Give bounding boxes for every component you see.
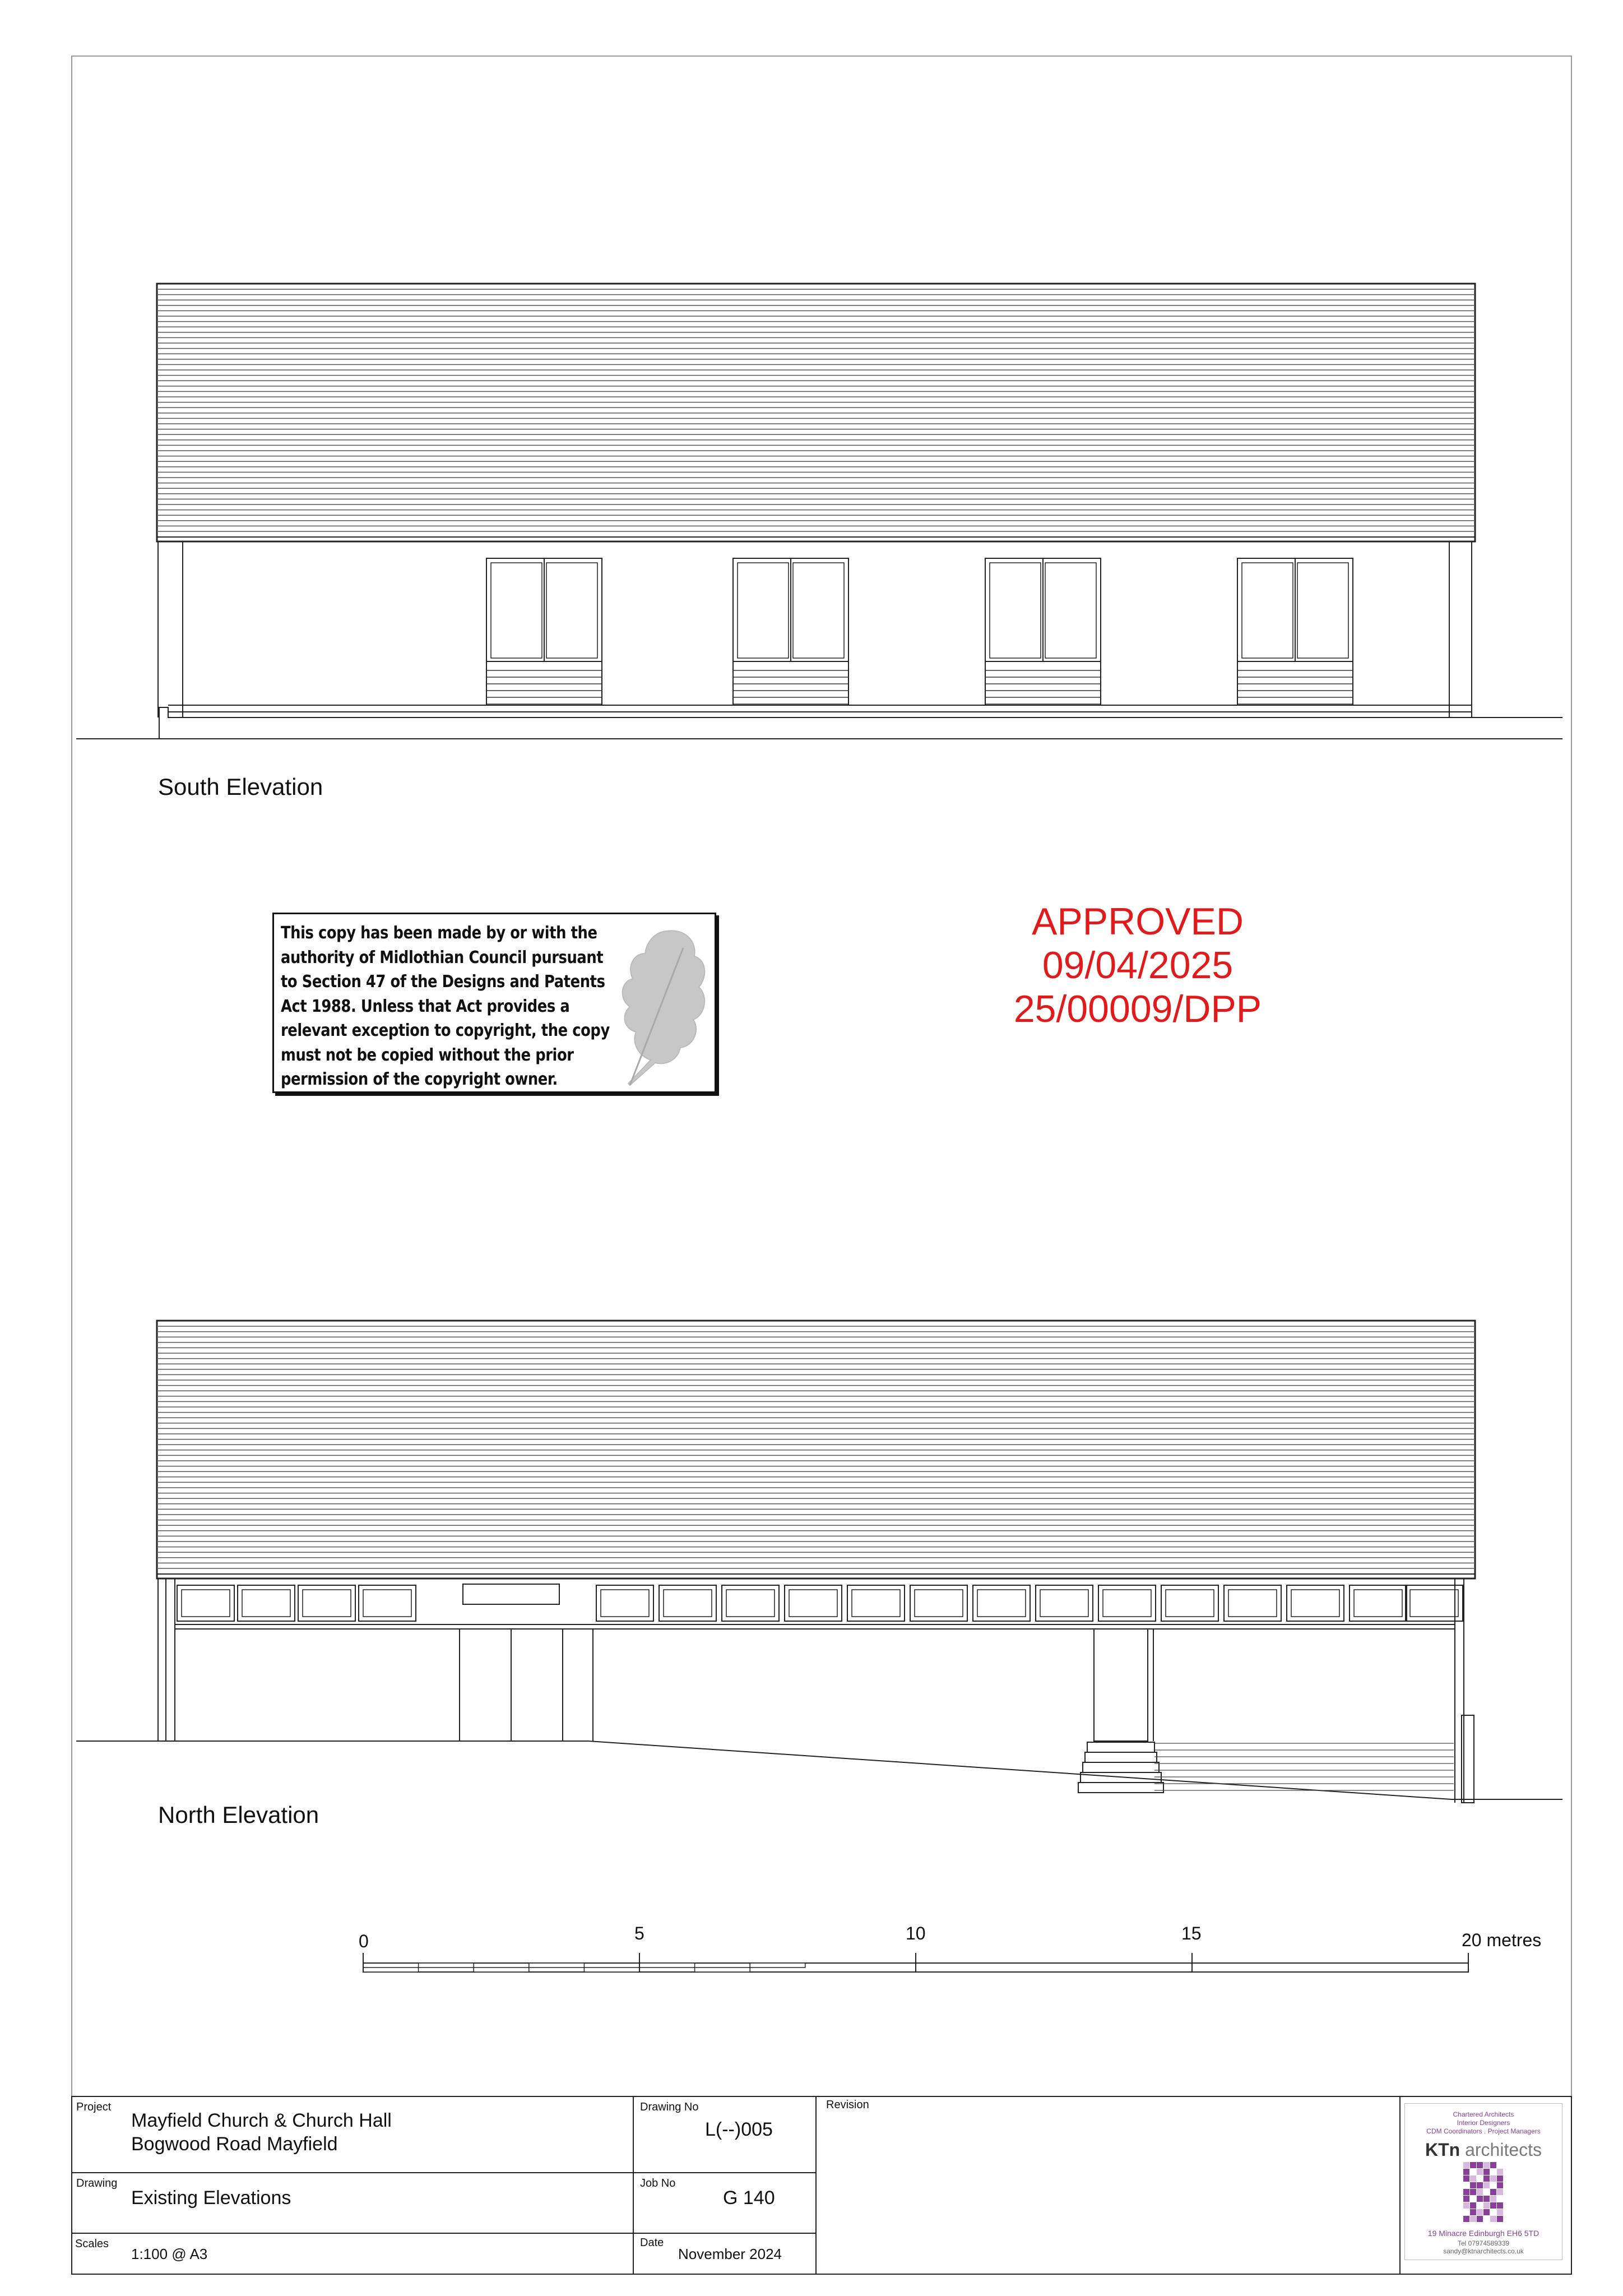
south-window-pane <box>990 563 1041 658</box>
logo-grid-cell <box>1477 2162 1483 2168</box>
entrance-step <box>1085 1752 1157 1762</box>
copyright-line: must not be copied without the prior <box>281 1045 574 1065</box>
north-clerestory-frame <box>1350 1585 1407 1621</box>
north-clerestory-frame <box>1161 1585 1218 1621</box>
approval-stamp <box>953 900 1323 1031</box>
north-clerestory-pane <box>915 1590 963 1617</box>
logo-grid-cell <box>1497 2216 1503 2222</box>
logo-grid-icon <box>1463 2162 1504 2225</box>
north-clerestory-frame <box>659 1585 716 1621</box>
date-value: November 2024 <box>678 2246 782 2262</box>
scale-segment <box>695 1968 750 1972</box>
entrance-step <box>1087 1742 1154 1752</box>
south-window-pane <box>793 563 844 658</box>
logo-grid-cell <box>1463 2169 1469 2175</box>
north-clerestory-pane <box>601 1590 649 1617</box>
north-clerestory-frame <box>910 1585 967 1621</box>
north-clerestory-pane <box>242 1590 290 1617</box>
north-elevation-drawing <box>76 1321 1562 1828</box>
south-window-pane <box>546 563 597 658</box>
logo-grid-cell <box>1497 2202 1503 2209</box>
copyright-line: permission of the copyright owner. <box>281 1070 558 1089</box>
north-door-right <box>1094 1629 1148 1741</box>
job-no: G 140 <box>723 2187 775 2209</box>
logo-grid-cell <box>1483 2209 1490 2215</box>
approval-reference: 25/00009/DPP <box>1013 988 1262 1030</box>
scale-segment <box>419 1963 474 1968</box>
logo-grid-cell <box>1483 2162 1490 2168</box>
entrance-step <box>1078 1783 1163 1793</box>
copyright-notice-box <box>272 913 716 1093</box>
north-clerestory-pane <box>363 1590 411 1617</box>
north-clerestory-windows <box>177 1585 1463 1621</box>
logo-grid-cell <box>1477 2169 1483 2175</box>
logo-grid-cell <box>1463 2162 1469 2168</box>
north-elevation-title: North Elevation <box>158 1802 319 1828</box>
south-elevation-drawing <box>76 284 1562 800</box>
date-label: Date <box>640 2237 664 2249</box>
logo-grid-cell <box>1463 2189 1469 2195</box>
entrance-step <box>1083 1762 1159 1772</box>
south-window-pane <box>1297 563 1348 658</box>
logo-grid-cell <box>1477 2209 1483 2215</box>
logo-grid-cell <box>1483 2196 1490 2202</box>
south-window-pane <box>1045 563 1096 658</box>
south-elevation-title: South Elevation <box>158 774 323 800</box>
scale-segment <box>474 1968 529 1972</box>
north-clerestory-pane <box>1354 1590 1402 1617</box>
sheet-border <box>72 56 1571 2274</box>
north-clerestory-pane <box>1228 1590 1277 1617</box>
north-clerestory-frame <box>973 1585 1030 1621</box>
logo-grid-cell <box>1470 2162 1476 2168</box>
logo-grid-cell <box>1490 2189 1496 2195</box>
scale-label-5: 5 <box>634 1923 644 1943</box>
approval-date: 09/04/2025 <box>1042 944 1234 987</box>
logo-grid-cell <box>1490 2162 1496 2168</box>
logo-grid-cell <box>1477 2189 1483 2195</box>
logo-grid-cell <box>1463 2202 1469 2209</box>
logo-grid-cell <box>1463 2196 1469 2202</box>
logo-grid-cell <box>1490 2196 1496 2202</box>
north-clerestory-pane <box>789 1590 837 1617</box>
logo-grid-cell <box>1470 2182 1476 2188</box>
scale-segment <box>750 1963 805 1968</box>
logo-grid-cell <box>1470 2216 1476 2222</box>
logo-tagline: CDM Coordinators . Project Managers <box>1426 2127 1541 2135</box>
copyright-line: Act 1988. Unless that Act provides a <box>281 996 570 1016</box>
logo-grid-cell <box>1483 2202 1490 2209</box>
south-roof-outline <box>157 284 1475 541</box>
scale-segment <box>363 1968 419 1972</box>
revision-label: Revision <box>826 2099 869 2111</box>
logo-grid-cell <box>1477 2182 1483 2188</box>
job-no-label: Job No <box>640 2177 676 2189</box>
north-clerestory-frame <box>596 1585 653 1621</box>
north-clerestory-pane <box>1040 1590 1088 1617</box>
logo-grid-cell <box>1463 2175 1469 2182</box>
logo-tagline: Chartered Architects <box>1453 2110 1514 2118</box>
scale-segment <box>529 1963 585 1968</box>
logo-tagline: Interior Designers <box>1457 2119 1510 2127</box>
north-clerestory-pane <box>1410 1590 1458 1617</box>
project-address: Bogwood Road Mayfield <box>131 2133 338 2155</box>
logo-name-bold: KTn <box>1425 2140 1460 2160</box>
logo-grid-cell <box>1497 2175 1503 2182</box>
logo-name-rest: architects <box>1460 2140 1542 2160</box>
scale-bar <box>359 1923 1541 1972</box>
north-clerestory-frame <box>1036 1585 1093 1621</box>
approval-status: APPROVED <box>1032 900 1244 943</box>
copyright-line: to Section 47 of the Designs and Patents <box>281 972 605 992</box>
north-clerestory-pane <box>726 1590 775 1617</box>
project-name: Mayfield Church & Church Hall <box>131 2110 392 2131</box>
north-clerestory-frame <box>1287 1585 1344 1621</box>
north-clerestory-pane <box>1103 1590 1151 1617</box>
north-clerestory-frame <box>177 1585 234 1621</box>
north-clerestory-pane <box>852 1590 900 1617</box>
logo-grid-cell <box>1483 2182 1490 2188</box>
logo-grid-cell <box>1490 2216 1496 2222</box>
scale-label-15: 15 <box>1181 1923 1202 1943</box>
logo-grid-cell <box>1470 2189 1476 2195</box>
north-clerestory-frame <box>298 1585 355 1621</box>
drawing-label: Drawing <box>76 2177 118 2189</box>
north-roof-outline <box>157 1321 1475 1578</box>
north-clerestory-frame <box>359 1585 416 1621</box>
south-window-pane <box>1242 563 1293 658</box>
north-clerestory-frame <box>847 1585 905 1621</box>
north-clerestory-frame <box>785 1585 842 1621</box>
logo-grid-cell <box>1490 2175 1496 2182</box>
logo-grid-cell <box>1497 2209 1503 2215</box>
logo-grid-cell <box>1477 2216 1483 2222</box>
scale-bar-segments <box>363 1963 805 1972</box>
scale-value: 1:100 @ A3 <box>131 2246 208 2262</box>
north-clerestory-frame <box>1406 1585 1463 1621</box>
logo-grid-cell <box>1490 2202 1496 2209</box>
copyright-line: relevant exception to copyright, the copy <box>281 1021 610 1040</box>
north-clerestory-pane <box>1291 1590 1339 1617</box>
logo-phone: Tel 07974589339 <box>1457 2239 1510 2247</box>
south-window-pane <box>738 563 789 658</box>
scale-segment <box>639 1963 695 1968</box>
project-label: Project <box>76 2101 112 2113</box>
north-plinth-lines <box>1154 1743 1454 1790</box>
south-roof-tiles <box>158 289 1474 531</box>
north-door-left-head <box>463 1584 559 1604</box>
logo-company-name <box>1405 2140 1562 2160</box>
scales-label: Scales <box>75 2238 109 2250</box>
north-clerestory-pane <box>303 1590 351 1617</box>
ktn-architects-logo <box>1404 2103 1562 2260</box>
north-clerestory-frame <box>1224 1585 1281 1621</box>
north-clerestory-frame <box>1098 1585 1156 1621</box>
logo-address: 19 Minacre Edinburgh EH6 5TD <box>1427 2229 1539 2238</box>
copyright-line: This copy has been made by or with the <box>281 923 597 943</box>
logo-grid-cell <box>1483 2175 1490 2182</box>
scale-label-end: 20 metres <box>1462 1930 1542 1950</box>
scale-label-10: 10 <box>906 1923 926 1943</box>
north-clerestory-frame <box>722 1585 779 1621</box>
logo-grid-cell <box>1470 2175 1476 2182</box>
north-clerestory-pane <box>977 1590 1026 1617</box>
logo-grid-cell <box>1477 2196 1483 2202</box>
north-roof-tiles <box>158 1326 1474 1568</box>
north-entrance-steps <box>1078 1742 1163 1793</box>
south-window-pane <box>491 563 542 658</box>
north-clerestory-frame <box>238 1585 295 1621</box>
north-clerestory-pane <box>1166 1590 1214 1617</box>
logo-email: sandy@ktnarchitects.co.uk <box>1443 2247 1524 2255</box>
logo-grid-cell <box>1497 2189 1503 2195</box>
north-clerestory-pane <box>664 1590 712 1617</box>
copyright-line: authority of Midlothian Council pursuant <box>281 947 604 968</box>
logo-grid-cell <box>1483 2169 1490 2175</box>
drawing-no-label: Drawing No <box>640 2101 699 2113</box>
logo-grid-cell <box>1497 2182 1503 2188</box>
scale-segment <box>584 1968 639 1972</box>
logo-grid-cell <box>1463 2216 1469 2222</box>
drawing-no: L(--)005 <box>705 2119 773 2140</box>
logo-grid-cell <box>1497 2169 1503 2175</box>
drawing-title: Existing Elevations <box>131 2187 291 2209</box>
scale-label-0: 0 <box>359 1931 369 1951</box>
logo-grid-cell <box>1470 2202 1476 2209</box>
oak-leaf-icon <box>599 925 711 1088</box>
logo-grid-cell <box>1470 2209 1476 2215</box>
copyright-notice-text <box>281 921 610 1092</box>
north-clerestory-pane <box>182 1590 230 1617</box>
south-windows <box>486 558 1353 705</box>
